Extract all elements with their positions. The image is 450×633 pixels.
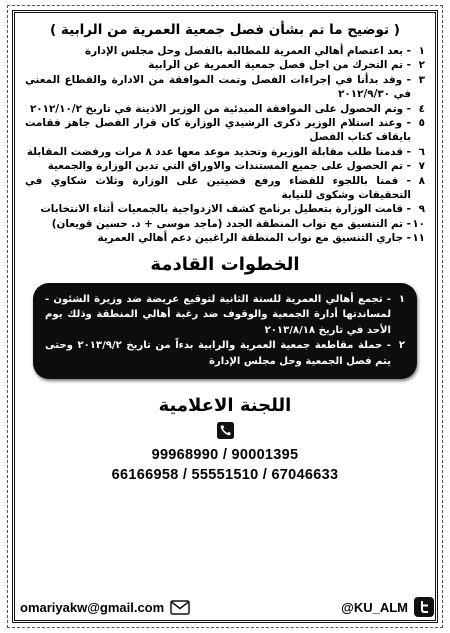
committee-name: اللجنة الاعلامية <box>158 395 292 417</box>
item-text: - بعد اعتصام أهالي العمرية للمطالبة بالفصل وحل مجلس الإدارة <box>85 45 411 57</box>
list-item <box>45 338 405 369</box>
list-item <box>25 116 425 145</box>
item-number: ٢ <box>398 340 405 352</box>
list-item <box>25 58 425 72</box>
page-title: ( توضيح ما تم بشأن فصل جمعية العمرية من الرابية ) <box>50 22 400 38</box>
item-number: ١ <box>418 45 425 57</box>
list-item <box>25 145 425 159</box>
item-text: - حملة مقاطعة جمعية العمرية والرابية بدءاً من تاريخ ٢٠١٣/٩/٢ وحتى يتم فصل الجمعية وحل مجلس الإدارة <box>45 340 391 367</box>
item-number: ٣ <box>418 73 425 86</box>
item-number: ١٠ <box>412 217 425 230</box>
item-text: - تم التنسيق مع نواب المنطقة الجدد (ماجد موسى + د. حسين قويعان) <box>51 217 411 230</box>
list-item <box>25 231 425 245</box>
email-contact <box>20 600 190 615</box>
twitter-handle[interactable]: @KU_ALM <box>341 599 408 615</box>
next-steps-heading: الخطوات القادمة <box>150 253 300 275</box>
list-item <box>25 202 425 216</box>
contact-row <box>20 597 434 617</box>
item-number: ٥ <box>418 117 425 130</box>
list-item <box>25 217 425 231</box>
item-number: ٢ <box>418 59 425 72</box>
email-address[interactable]: omariyakw@gmail.com <box>20 599 165 615</box>
item-text: - قدمنا طلب مقابلة الوزيرة وتحديد موعد معها عدد ٨ مرات ورفضت المقابلة <box>26 145 411 158</box>
next-steps-box <box>33 283 417 380</box>
item-number: ١١ <box>412 232 425 245</box>
next-steps-list <box>45 292 405 370</box>
item-number: ٧ <box>418 160 425 173</box>
list-item <box>25 73 425 102</box>
item-number: ٦ <box>418 145 425 158</box>
item-number: ٩ <box>418 203 425 216</box>
item-number: ٤ <box>418 102 425 115</box>
item-number: ٨ <box>418 174 425 187</box>
list-item <box>25 159 425 173</box>
envelope-icon <box>170 600 190 615</box>
phone-line: 99968990 / 90001395 <box>151 447 299 464</box>
item-text: - تم الحصول على جميع المستندات والاوراق التي تدين الوزارة والجمعية <box>47 160 411 173</box>
item-text: - وعند استلام الوزير ذكرى الرشيدي الوزارة كان قرار الفصل جاهز فقامت بايقاف كتاب الفصل <box>25 117 411 144</box>
progress-list <box>25 44 425 246</box>
twitter-icon <box>414 597 434 617</box>
item-text: - قامت الوزارة بتعطيل برنامج كشف الازدواجية بالجمعيات أثناء الانتخابات <box>40 203 411 216</box>
list-item <box>25 44 425 58</box>
item-number: ١ <box>398 293 405 305</box>
list-item <box>25 102 425 116</box>
list-item <box>45 292 405 339</box>
list-item <box>25 174 425 203</box>
phone-icon <box>25 422 425 439</box>
twitter-contact <box>341 597 434 617</box>
item-text: - وتم الحصول على الموافقة المبدئية من الوزير الاذينة في تاريخ ٢٠١٢/١٠/٢ <box>29 102 411 115</box>
item-text: - تم التحرك من اجل فصل جمعية العمرية عن الرابية <box>148 59 411 72</box>
item-text: - تجمع أهالي العمرية للسنة الثانية لتوقيع عريضة ضد وزيرة الشئون - لمساندتها أدارة الجمعية والوقوف ضد رغبة أهالي المنطقة وذلك يوم الأحد في تاريخ ٢٠١٣/٨/١٨ <box>45 293 391 336</box>
item-text: - قمنا باللجوء للقضاء ورفع قضيتين على الوزارة وثلاث شكاوي في التحقيقات وشكوى للنيابة <box>25 174 411 202</box>
item-text: - وقد بدأنا في إجراءات الفصل وتمت الموافقة من الادارة والقطاع المعني في ٢٠١٢/٩/٣٠ <box>25 73 411 101</box>
phone-line: 66166958 / 55551510 / 67046633 <box>111 467 339 484</box>
flyer-frame <box>12 10 438 623</box>
phone-numbers <box>25 445 425 485</box>
item-text: - جاري التنسيق مع نواب المنطقة الراغبين دعم أهالي العمرية <box>97 232 411 245</box>
